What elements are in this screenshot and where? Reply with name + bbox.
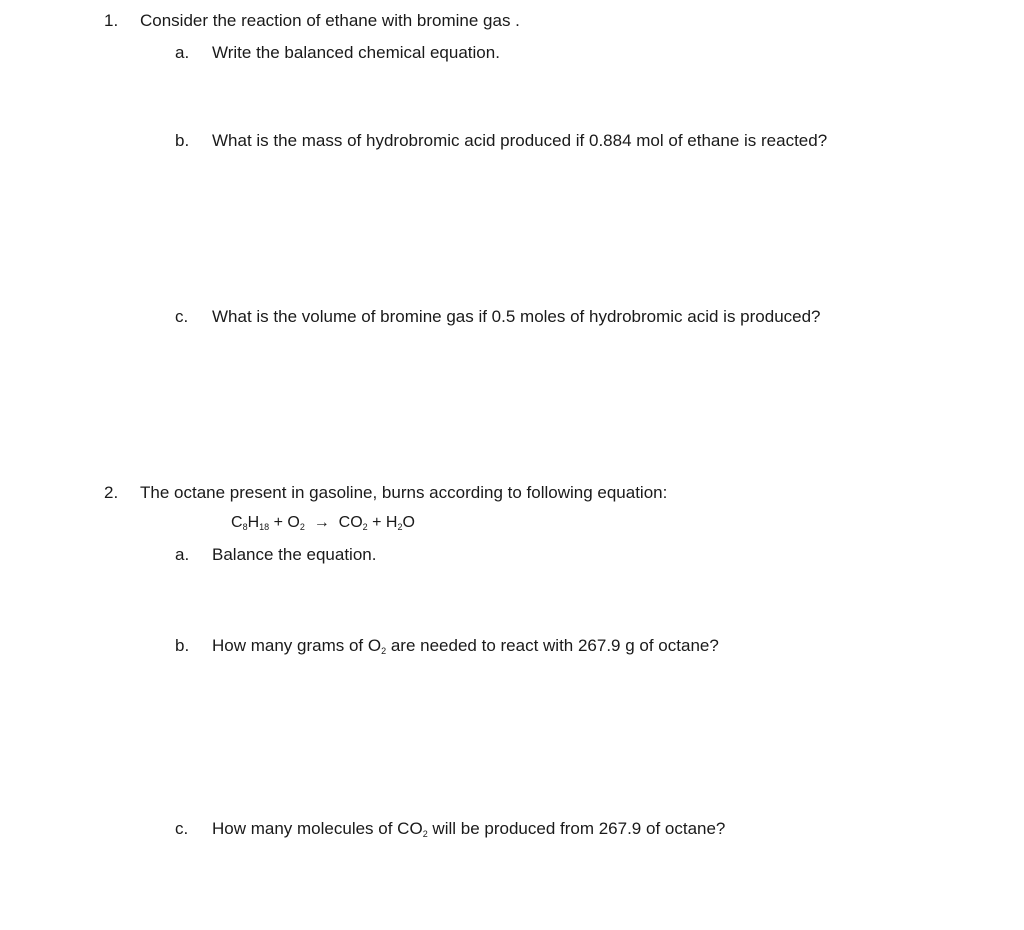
question-2c-subscript: 2 (422, 829, 428, 839)
question-1a-text: Write the balanced chemical equation. (212, 43, 500, 62)
equation-octane-h-subscript: 18 (259, 522, 270, 532)
question-1b-label: b. (175, 131, 190, 150)
question-2c-text (212, 819, 725, 839)
equation-water-h-subscript: 2 (397, 522, 403, 532)
question-1-number: 1. (104, 11, 119, 30)
question-2b-text (212, 636, 719, 656)
equation-oxygen: O (287, 514, 300, 531)
equation-co2-subscript: 2 (362, 522, 368, 532)
question-2b-text-before: How many grams of O (212, 636, 382, 655)
question-1a-label: a. (175, 43, 190, 62)
question-2b-label: b. (175, 636, 190, 655)
equation-octane-h: H (247, 514, 260, 531)
question-2-text: The octane present in gasoline, burns according to following equation: (140, 483, 668, 502)
equation-plus-2: + (367, 514, 386, 531)
equation-octane-c: C (231, 514, 243, 531)
question-2-number: 2. (104, 483, 119, 502)
equation-arrow: → (304, 514, 339, 531)
question-1-text: Consider the reaction of ethane with bromine gas . (140, 11, 520, 30)
equation-water-h: H (385, 514, 398, 531)
question-1c-text: What is the volume of bromine gas if 0.5 moles of hydrobromic acid is produced? (212, 307, 821, 326)
equation-plus-1: + (269, 514, 288, 531)
question-2a-label: a. (175, 545, 190, 564)
question-1b-text: What is the mass of hydrobromic acid produced if 0.884 mol of ethane is reacted? (212, 131, 828, 150)
combustion-equation (231, 513, 415, 533)
question-2c-label: c. (175, 819, 189, 838)
question-2c-text-after: will be produced from 267.9 of octane? (427, 819, 726, 838)
equation-oxygen-subscript: 2 (299, 522, 305, 532)
equation-co2: CO (338, 514, 363, 531)
equation-octane-c-subscript: 8 (242, 522, 248, 532)
question-2a-text: Balance the equation. (212, 545, 377, 564)
question-1c-label: c. (175, 307, 189, 326)
question-2c-text-before: How many molecules of CO (212, 819, 423, 838)
equation-water-o: O (402, 514, 415, 531)
question-2b-subscript: 2 (381, 646, 387, 656)
question-2b-text-after: are needed to react with 267.9 g of octane? (386, 636, 719, 655)
